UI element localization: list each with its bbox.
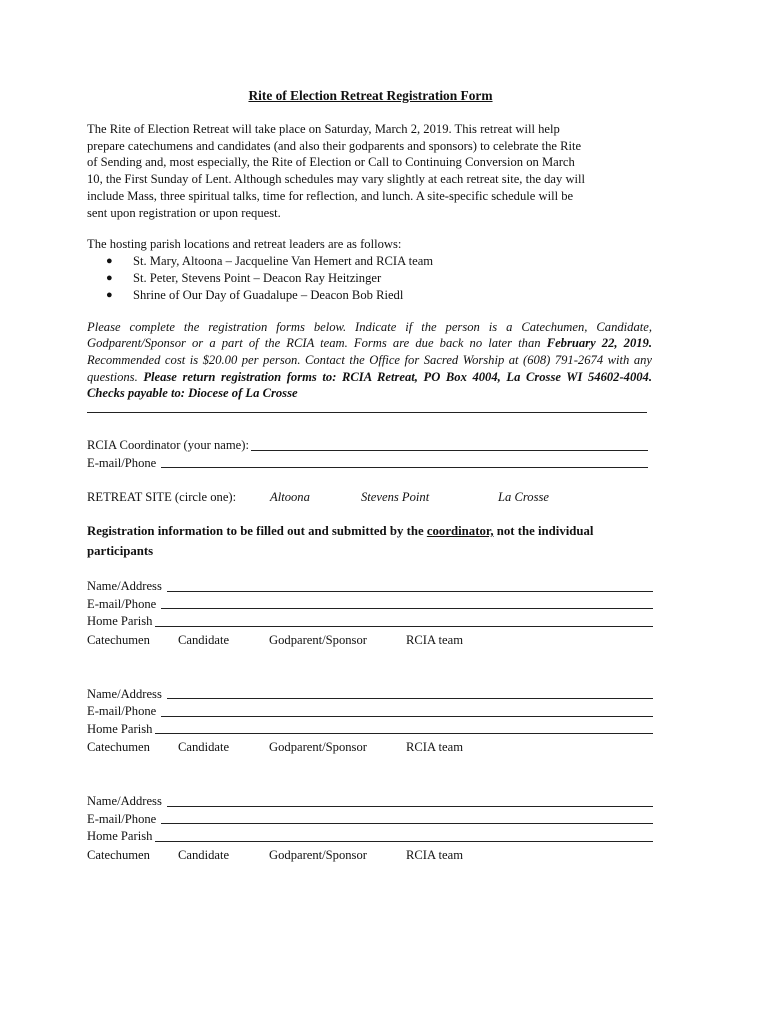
home-parish-row — [87, 613, 653, 631]
home-parish-label: Home Parish — [87, 721, 153, 736]
home-parish-field[interactable] — [155, 841, 653, 842]
role-rcia-team[interactable]: RCIA team — [406, 847, 464, 862]
coordinator-name-label: RCIA Coordinator (your name): — [87, 438, 249, 453]
registration-heading: Registration information to be filled out and submitted by the coordinator, not the individual participants — [87, 524, 594, 558]
intro-line: prepare catechumens and candidates (and also their godparents and sponsors) to celebrate the Rite — [87, 138, 582, 153]
email-phone-label: E-mail/Phone — [87, 811, 157, 826]
name-address-label: Name/Address — [87, 579, 162, 594]
intro-line: 10, the First Sunday of Lent. Although schedules may vary slightly at each retreat site, the day will — [87, 172, 586, 187]
email-phone-field[interactable] — [161, 608, 653, 609]
home-parish-row — [87, 828, 653, 846]
participant-block — [87, 793, 653, 864]
intro-line: The Rite of Election Retreat will take place on Saturday, March 2, 2019. This retreat will help — [87, 122, 560, 136]
name-address-field[interactable] — [167, 591, 653, 592]
registration-form — [87, 88, 652, 864]
role-candidate[interactable]: Candidate — [178, 847, 230, 862]
email-phone-label: E-mail/Phone — [87, 704, 157, 719]
coordinator-name-row — [87, 437, 648, 455]
coordinator-email-row — [87, 455, 648, 473]
locations-intro: The hosting parish locations and retreat leaders are as follows: — [87, 237, 402, 252]
role-godparent-sponsor[interactable]: Godparent/Sponsor — [269, 847, 367, 862]
return-info: Please return registration forms to: RCIA Retreat, PO Box 4004, La Crosse WI 54602-4004. Checks payable to: Diocese of La Crosse — [87, 369, 652, 401]
retreat-site-row — [87, 489, 652, 506]
name-address-field[interactable] — [167, 698, 653, 699]
due-date: February 22, 2019. — [546, 336, 652, 351]
coordinator-name-field[interactable] — [251, 450, 648, 451]
instructions-paragraph: Please complete the registration forms below. Indicate if the person is a Catechumen, Candidate, Godparent/Sponsor or a part of the RCIA team. Forms are due back no later than February 22, 2019. Recommended cost is $20.00 per person. Contact the Office for Sacred Worship at (608) 791-2674 with any questions. Please return registration forms to: RCIA Retreat, PO Box 4004, La Crosse WI 54602-4004. Checks payable to: Diocese of La Crosse — [87, 319, 652, 401]
role-options — [87, 846, 653, 864]
list-item: ● St. Peter, Stevens Point – Deacon Ray Heitzinger — [106, 270, 652, 287]
page-title: Rite of Election Retreat Registration Form — [248, 88, 493, 103]
participant-block — [87, 578, 653, 649]
list-item: ● Shrine of Our Day of Guadalupe – Deacon Bob Riedl — [106, 287, 652, 304]
intro-line: include Mass, three spiritual talks, time for reflection, and lunch. A site-specific schedule will be — [87, 188, 574, 203]
email-phone-row — [87, 703, 653, 721]
name-address-row — [87, 578, 653, 596]
name-address-row — [87, 686, 653, 704]
role-godparent-sponsor[interactable]: Godparent/Sponsor — [269, 740, 367, 755]
intro-line: sent upon registration or upon request. — [87, 205, 281, 220]
site-option-altoona[interactable]: Altoona — [270, 490, 310, 505]
role-catechumen[interactable]: Catechumen — [87, 847, 150, 862]
name-address-row — [87, 793, 653, 811]
divider — [87, 402, 647, 413]
bullet-icon: ● — [106, 272, 113, 285]
coordinator-section — [87, 437, 648, 472]
intro-paragraph — [87, 121, 652, 221]
bullet-icon: ● — [106, 289, 113, 302]
email-phone-field[interactable] — [161, 716, 653, 717]
bullet-icon: ● — [106, 254, 113, 267]
email-phone-row — [87, 811, 653, 829]
site-option-stevens-point[interactable]: Stevens Point — [361, 490, 430, 505]
retreat-site-label: RETREAT SITE (circle one): — [87, 490, 237, 505]
name-address-label: Name/Address — [87, 686, 162, 701]
participant-block — [87, 686, 653, 757]
list-item: ● St. Mary, Altoona – Jacqueline Van Hemert and RCIA team — [106, 253, 652, 270]
role-options — [87, 738, 653, 756]
role-candidate[interactable]: Candidate — [178, 632, 230, 647]
home-parish-field[interactable] — [155, 733, 653, 734]
role-candidate[interactable]: Candidate — [178, 740, 230, 755]
intro-line: of Sending and, most especially, the Rite of Election or Call to Continuing Conversion on March — [87, 155, 575, 170]
role-options — [87, 631, 653, 649]
role-catechumen[interactable]: Catechumen — [87, 740, 150, 755]
home-parish-label: Home Parish — [87, 614, 153, 629]
name-address-label: Name/Address — [87, 794, 162, 809]
role-rcia-team[interactable]: RCIA team — [406, 632, 464, 647]
role-rcia-team[interactable]: RCIA team — [406, 740, 464, 755]
email-phone-label: E-mail/Phone — [87, 596, 157, 611]
coordinator-email-field[interactable] — [161, 467, 648, 468]
role-catechumen[interactable]: Catechumen — [87, 632, 150, 647]
coordinator-email-label: E-mail/Phone — [87, 455, 157, 470]
home-parish-field[interactable] — [155, 626, 653, 627]
email-phone-row — [87, 596, 653, 614]
home-parish-label: Home Parish — [87, 829, 153, 844]
home-parish-row — [87, 721, 653, 739]
role-godparent-sponsor[interactable]: Godparent/Sponsor — [269, 632, 367, 647]
email-phone-field[interactable] — [161, 823, 653, 824]
locations-list — [87, 253, 652, 305]
site-option-la-crosse[interactable]: La Crosse — [498, 490, 549, 505]
name-address-field[interactable] — [167, 806, 653, 807]
